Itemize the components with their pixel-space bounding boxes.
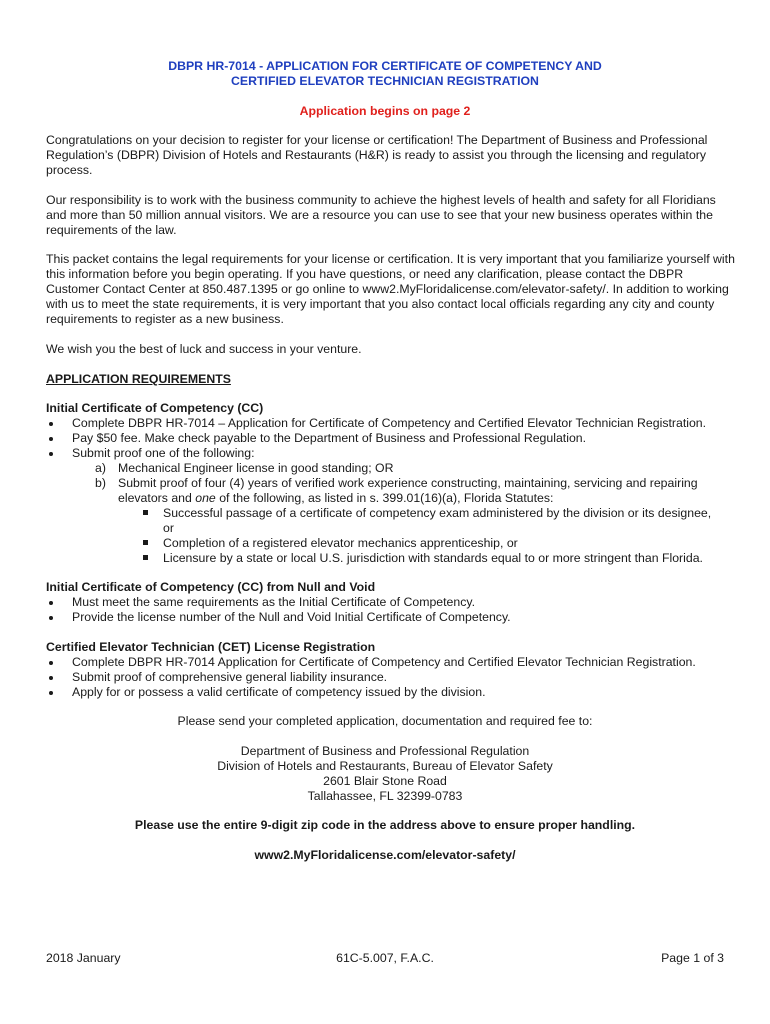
bullet-dot [49, 661, 53, 665]
option-b-text-line2 [118, 491, 553, 506]
zip-code-note: Please use the entire 9-digit zip code in the address above to ensure proper handling. [134, 818, 636, 832]
option-b-text-line1: Submit proof of four (4) years of verified work experience constructing, maintaining, servicing and repairing [118, 476, 698, 490]
bullet-dot [49, 616, 53, 620]
sub-bullet-2: Completion of a registered elevator mechanics apprenticeship, or [163, 536, 518, 550]
intro-paragraph-3: This packet contains the legal requirements for your license or certification. It is very important that you familiarize yourself with this information before you begin operating. If you have questions, or need any clarification, please contact the DBPR Customer Contact Center at 850.487.1395 or go online to www2.MyFloridalicense.com/elevator-safety/. In addition to working with us to meet the state requirements, it is very important that you also contact local officials regarding any city and county requirements to register as a new business. [46, 252, 735, 326]
requirements-heading: APPLICATION REQUIREMENTS [46, 372, 231, 386]
bullet-dot [49, 452, 53, 456]
address-line-4: Tallahassee, FL 32399-0783 [307, 789, 463, 803]
intro-paragraph-1: Congratulations on your decision to register for your license or certification! The Department of Business and Professional Regulation’s (DBPR) Division of Hotels and Restaurants (H&R) is ready to assist you through the licensing and regulatory process. [46, 133, 708, 177]
option-b-label: b) [95, 476, 106, 490]
sub-bullet-3: Licensure by a state or local U.S. jurisdiction with standards equal to or more stringent than Florida. [163, 551, 703, 565]
null-void-heading: Initial Certificate of Competency (CC) from Null and Void [46, 580, 376, 594]
null-void-bullet-2: Provide the license number of the Null and Void Initial Certificate of Competency. [72, 610, 511, 624]
square-bullet [143, 510, 148, 515]
cet-bullet-2: Submit proof of comprehensive general liability insurance. [72, 670, 388, 684]
document-title-line1: DBPR HR-7014 - APPLICATION FOR CERTIFICATE OF COMPETENCY AND [168, 59, 602, 73]
cet-bullet-1: Complete DBPR HR-7014 Application for Certificate of Competency and Certified Elevator Technician Registration. [72, 655, 696, 669]
initial-cc-bullet-2: Pay $50 fee. Make check payable to the Department of Business and Professional Regulation. [72, 431, 587, 445]
option-a-text: Mechanical Engineer license in good standing; OR [118, 461, 394, 475]
bullet-dot [49, 422, 53, 426]
bullet-dot [49, 437, 53, 441]
website-link[interactable]: www2.MyFloridalicense.com/elevator-safety/ [254, 848, 516, 862]
address-line-1: Department of Business and Professional Regulation [240, 744, 530, 758]
mailing-intro: Please send your completed application, documentation and required fee to: [177, 714, 593, 728]
square-bullet [143, 540, 148, 545]
bullet-dot [49, 691, 53, 695]
footer-page-number: Page 1 of 3 [661, 951, 724, 965]
application-begins-note: Application begins on page 2 [299, 104, 471, 118]
sub-bullet-1: Successful passage of a certificate of competency exam administered by the division or its designee, [163, 506, 712, 520]
option-b-text-em: one [195, 491, 216, 505]
footer-rule: 61C-5.007, F.A.C. [336, 951, 434, 965]
address-line-3: 2601 Blair Stone Road [323, 774, 447, 788]
bullet-dot [49, 676, 53, 680]
footer-date: 2018 January [46, 951, 121, 965]
option-b-text-post: of the following, as listed in s. 399.01(16)(a), Florida Statutes: [215, 491, 554, 505]
null-void-bullet-1: Must meet the same requirements as the Initial Certificate of Competency. [72, 595, 476, 609]
square-bullet [143, 555, 148, 560]
bullet-dot [49, 601, 53, 605]
initial-cc-bullet-3: Submit proof one of the following: [72, 446, 255, 460]
option-b-text-pre: elevators and [118, 491, 196, 505]
initial-cc-heading: Initial Certificate of Competency (CC) [46, 401, 264, 415]
address-line-2: Division of Hotels and Restaurants, Bureau of Elevator Safety [217, 759, 553, 773]
sub-bullet-1-cont: or [163, 521, 174, 535]
document-title-line2: CERTIFIED ELEVATOR TECHNICIAN REGISTRATION [231, 74, 539, 88]
initial-cc-bullet-1: Complete DBPR HR-7014 – Application for Certificate of Competency and Certified Elevator Technician Registration. [72, 416, 707, 430]
option-a-label: a) [95, 461, 106, 475]
intro-paragraph-4: We wish you the best of luck and success in your venture. [46, 342, 362, 356]
intro-paragraph-2: Our responsibility is to work with the business community to achieve the highest levels of health and safety for all Floridians and more than 50 million annual visitors. We are a resource you can use to see that your new business operates within the requirements of the law. [46, 193, 716, 237]
cet-bullet-3: Apply for or possess a valid certificate of competency issued by the division. [72, 685, 486, 699]
cet-heading: Certified Elevator Technician (CET) License Registration [46, 640, 376, 654]
